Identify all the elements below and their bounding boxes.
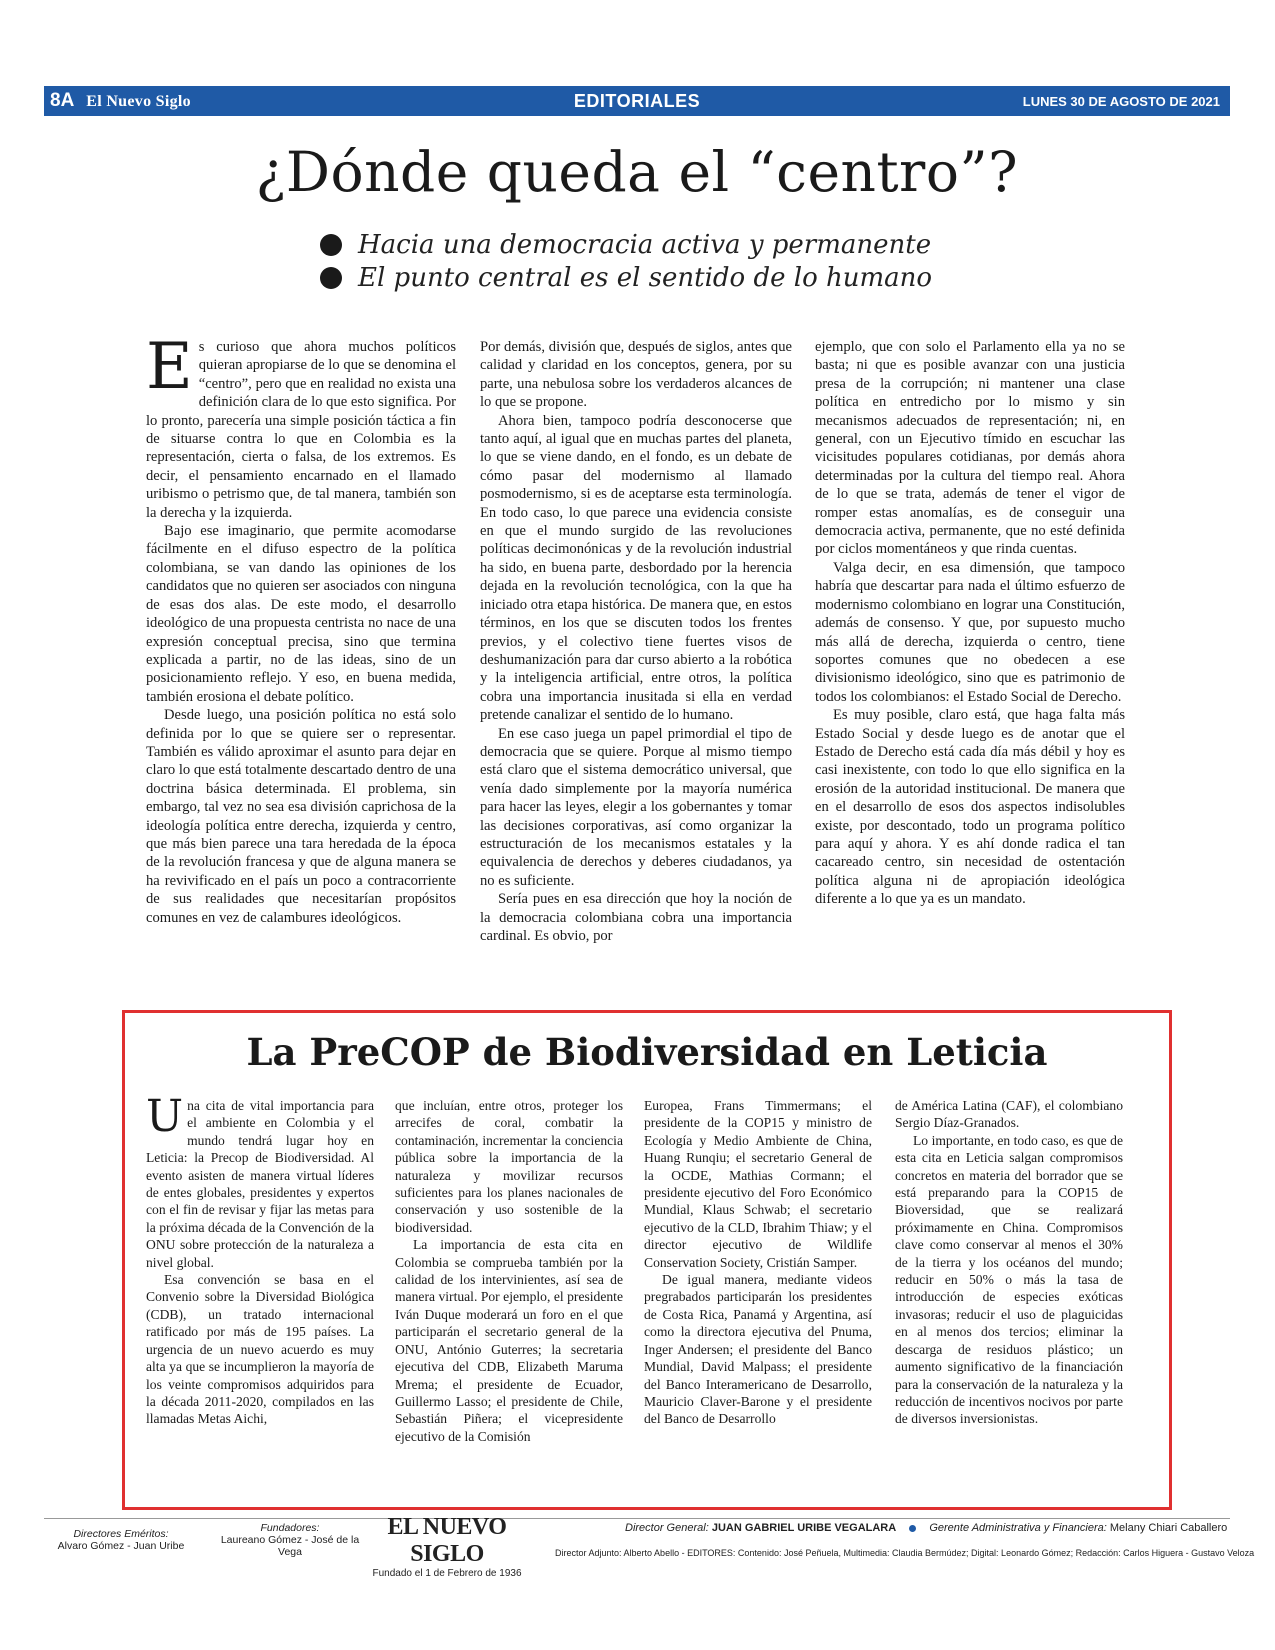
staff-line-1 [625,1522,1228,1534]
subhead-item [320,228,1120,261]
editorial1-column-2 [480,338,792,945]
footer-directores [56,1528,186,1552]
footer-divider [44,1518,1230,1519]
paragraph: na cita de vital importancia para el ambiente en Colombia y el mundo tendrá lugar hoy en Leticia: la Precop de Biodiversidad. Al evento asisten de manera virtual líderes de entes globales, presidentes y expertos con el fin de revisar y fijar las metas para la próxima década de la Convención de la ONU sobre protección de la naturaleza a nivel global. [146,1098,374,1270]
bullet-dot-icon [320,234,342,256]
gerente-label: Gerente Administrativa y Financiera: [929,1522,1107,1534]
editorial2-column-3 [644,1097,872,1428]
editorial-subheads [320,228,1120,294]
directores-label: Directores Eméritos: [73,1528,169,1540]
director-general-name: JUAN GABRIEL URIBE VEGALARA [711,1522,897,1534]
staff-line-2: Director Adjunto: Alberto Abello - EDITORES: Contenido: José Peñuela, Multimedia: Claudia Bermúdez; Digital: Leonardo Gómez; Redacción: Carlos Higuera - Gustavo Veloza [555,1548,1255,1558]
paragraph: Ahora bien, tampoco podría desconocerse que tanto aquí, al igual que en muchas partes del planeta, lo que se viene dando, en el fondo, es un debate de cómo pasar del modernismo al llamado posmodernismo, si es de aceptarse esta terminología. En todo caso, lo que parece una evidencia consiste en que el mundo surgido de las revoluciones políticas decimonónicas y de la revolución industrial ha sido, en buena parte, desbordado por la herencia dejada en la revolución tecnológica, con la que ha iniciado otra etapa histórica. De manera que, en estos términos, en los que se discuten todos los frentes previos, y el colectivo tiene fuertes visos de deshumanización para dar curso abierto a la robótica y la inteligencia artificial, entre otros, la política cobra una importancia inusitada si ella en verdad pretende canalizar el sentido de lo humano. [480,412,792,724]
footer-fundadores [210,1522,370,1558]
header-left [44,90,444,112]
founding-date: Fundado el 1 de Febrero de 1936 [372,1568,522,1579]
editorial2-column-4 [895,1097,1123,1428]
bullet-dot-icon [320,267,342,289]
paragraph: Valga decir, en esa dimensión, que tampoco habría que descartar para nada el último esfuerzo de modernismo colombiano en lograr una Constitución, además de consenso. Y que, por supuesto mucho más allá de derecha, izquierda o centro, tiene soportes comunes que no obedecen a ese divisionismo ideológico, sino que es patrimonio de todos los colombianos: el Estado Social de Derecho. [815,559,1125,705]
paragraph: En ese caso juega un papel primordial el tipo de democracia que se quiere. Porque al mismo tiempo está claro que el sistema democrático universal, que venía dado simplemente por la mayoría numérica para hacer las leyes, elegir a los gobernantes y tomar las decisiones corporativas, así como organizar la estructuración de los mecanismos estatales y la equivalencia de derechos y deberes ciudadanos, ya no es suficiente. [480,725,792,889]
paragraph: que incluían, entre otros, proteger los arrecifes de coral, combatir la contaminación, incrementar la conciencia pública sobre la importancia de la naturaleza y movilizar recursos suficientes para los planes nacionales de conservación y uso sostenible de la biodiversidad. [395,1098,623,1235]
header-logo: El Nuevo Siglo [86,93,191,110]
paragraph: ejemplo, que con solo el Parlamento ella ya no se basta; ni que es posible avanzar con una justicia presa de la corrupción; ni mantener una clase política en entredicho por lo mismo y sin mecanismos adecuados de representación; ni, en general, con un Ejecutivo tímido en escuchar las vicisitudes populares cotidianas, por demás ahora determinadas por la cultura del tiempo real. Ahora de lo que se trata, además de tener el vigor de romper estas anomalías, es de conseguir una democracia activa, permanente, que no esté definida por ciclos momentáneos y que rinda cuentas. [815,339,1125,558]
gerente-name: Melany Chiari Caballero [1109,1522,1228,1534]
paragraph: Esa convención se basa en el Convenio sobre la Diversidad Biológica (CDB), un tratado internacional ratificado por más de 195 países. La urgencia de un nuevo acuerdo es muy alta ya que se incumplieron la mayoría de los veinte compromisos adquiridos para la década 2011-2020, compilados en las llamadas Metas Aichi, [146,1272,374,1427]
fundadores-names: Laureano Gómez - José de la Vega [220,1534,360,1558]
masthead-logo: EL NUEVO SIGLO [387,1514,507,1567]
subhead-item [320,261,1120,294]
paragraph: Por demás, división que, después de siglos, antes que calidad y claridad en los conceptos, genera, por su parte, una nebulosa sobre los verdaderos alcances de lo que se propone. [480,339,792,411]
paragraph: Es muy posible, claro está, que haga falta más Estado Social y desde luego es de anotar que el Estado de Derecho está cada día más débil y hoy es casi inexistente, con todo lo que ello significa en la erosión de la autoridad institucional. De manera que en el desarrollo de esos dos aspectos indisolubles existe, por descontado, todo un programa político para aquí y ahora. Y es ahí donde radica el tan cacareado centro, sin necesidad de ostentación política alguna ni de apropiación ideológica diferente a lo que ya es un mandato. [815,707,1125,908]
paragraph: Bajo ese imaginario, que permite acomodarse fácilmente en el difuso espectro de la política colombiana, se van dando las opiniones de los candidatos que no quieren ser asociados con ninguna de esas dos alas. De este modo, el desarrollo ideológico de una propuesta centrista no nace de una expresión conceptual precisa, sino que termina explicada a partir, no de las ideas, sino de un posicionamiento reflejo. Y eso, en buena medida, también erosiona el debate político. [146,523,456,705]
paragraph: Europea, Frans Timmermans; el presidente de la COP15 y ministro de Ecología y Medio Ambiente de China, Huang Runqiu; el secretario General de la OCDE, Mathias Cormann; el presidente ejecutivo del Foro Económico Mundial, Klaus Schwab; el secretario ejecutivo de la CLD, Ibrahim Thiaw; y el director ejecutivo de Wildlife Conservation Society, Cristián Samper. [644,1098,872,1270]
paragraph: Desde luego, una posición política no está solo definida por lo que se quiere ser o representar. También es válido aproximar el asunto para dejar en claro lo que está totalmente descartado dentro de una doctrina básica determinada. El problema, sin embargo, tal vez no sea esa división caprichosa de la ideología política entre derecha, izquierda y centro, que más bien parece una tara heredada de la época de la revolución francesa y que de alguna manera se ha revivificado en el país un poco a contracorriente de sus realidades que necesitarían propósitos comunes en vez de calambures ideológicos. [146,707,456,926]
fundadores-label: Fundadores: [260,1522,320,1534]
director-general-label: Director General: [625,1522,709,1534]
drop-cap: E [146,330,193,404]
header-bar [44,86,1230,116]
editorial2-column-1 [146,1091,374,1428]
directores-names: Alvaro Gómez - Juan Uribe [57,1540,185,1552]
drop-cap: U [146,1091,184,1142]
paragraph: de América Latina (CAF), el colombiano Sergio Díaz-Granados. [895,1098,1123,1131]
editorial1-column-3 [815,338,1125,909]
paragraph: Lo importante, en todo caso, es que de esta cita en Leticia salgan compromisos concretos en materia del borrador que se está preparando para la COP15 de Bioversidad, que se realizará próximamente en China. Compromisos clave como conservar al menos el 30% de la tierra y los océanos del mundo; reducir en 50% o más la tasa de introducción de especies exóticas invasoras; reducir el uso de plaguicidas en al menos dos tercios; eliminar la descarga de residuos plástico; un aumento significativo de la financiación para la conservación de la naturaleza y la reducción de incentivos nocivos por parte de diversos inversionistas. [895,1132,1123,1427]
editorial-title: ¿Dónde queda el “centro”? [255,140,1019,204]
issue-date: LUNES 30 DE AGOSTO DE 2021 [1022,93,1220,109]
paragraph: De igual manera, mediante videos pregrabados participarán los presidentes de Costa Rica, Panamá y Argentina, así como la directora ejecutiva del Pnuma, Inger Andersen; el presidente del Banco Mundial, David Malpass; el presidente del Banco Interamericano de Desarrollo, Mauricio Claver-Barone y el presidente del Banco de Desarrollo [644,1272,872,1427]
paragraph: La importancia de esta cita en Colombia se comprueba también por la calidad de los intervinientes, así sea de manera virtual. Por ejemplo, el presidente Iván Duque moderará un foro en el que participarán el secretario general de la ONU, António Guterres; la secretaria ejecutiva del CDB, Elizabeth Maruma Mrema; el presidente de Ecuador, Guillermo Lasso; el presidente de Chile, Sebastián Piñera; el vicepresidente ejecutivo de la Comisión [395,1237,623,1444]
editorial1-column-1 [146,330,456,927]
paragraph: s curioso que ahora muchos políticos quieran apropiarse de lo que se denomina el “centro”, pero que en realidad no exista una definición clara de lo que esto significa. Por lo pronto, parecería una simple posición táctica a fin de situarse contra lo que en Colombia es la representación, cierta o falsa, de los extremos. Es decir, el pensamiento encarnado en el llamado uribismo o petrismo que, de tal manera, también son la derecha y la izquierda. [146,339,456,521]
footer-editors [555,1548,1255,1558]
section-title: EDITORIALES [573,90,701,111]
separator-dot-icon [909,1525,916,1532]
page-number: 8A [50,90,75,111]
paragraph: Sería pues en esa dirección que hoy la noción de la democracia colombiana cobra una importancia cardinal. Es obvio, por [480,891,792,944]
editorial2-title: La PreCOP de Biodiversidad en Leticia [246,1030,1048,1074]
subhead-text: Hacia una democracia activa y permanente [358,229,932,260]
editorial2-column-2 [395,1097,623,1445]
footer-masthead [372,1514,522,1579]
subhead-text: El punto central es el sentido de lo humano [358,262,933,293]
footer-staff [625,1522,1228,1534]
